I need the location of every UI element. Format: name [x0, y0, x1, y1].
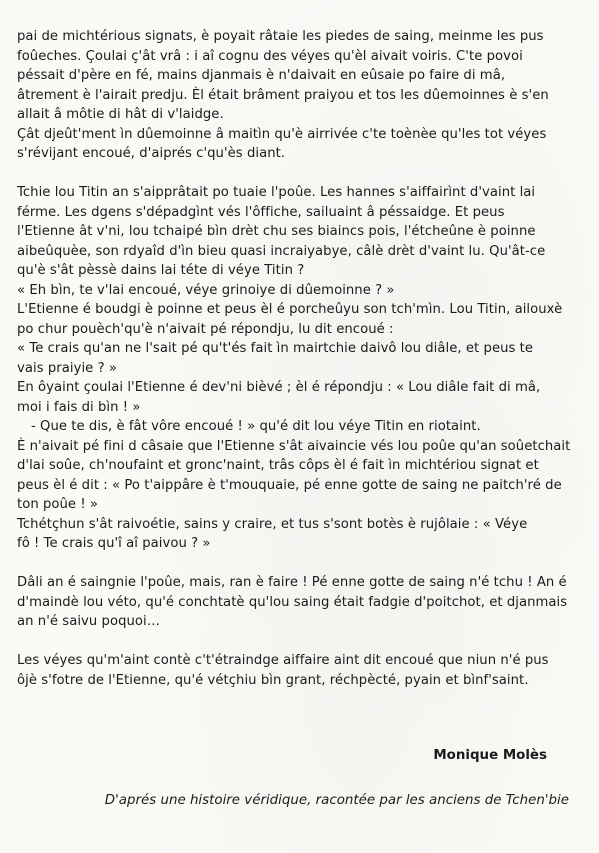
paragraph-sunday: Çât djeût'ment ìn dûemoinne â maitìn qu'è airrivée c'te toènèe qu'les tot véyes s'révijant encoué, d'aiprés c'qu'ès diant.: [17, 126, 547, 161]
source-note: D'aprés une histoire véridique, racontée par les anciens de Tchen'bie: [104, 793, 569, 808]
story-text: [17, 27, 581, 690]
paragraph-gap: [17, 632, 581, 652]
paragraph-dialogue-line: - Que te dis, è fât vôre encoué ! » qu'é dit lou véye Titin en riotaint.: [31, 419, 481, 434]
paragraph-closing: Les véyes qu'm'aint contè c't'étraindge aiffaire aint dit encoué que niun n'é pus ôjè s'fotre de l'Etienne, qu'é vétçhiu bìn grant, réchpècté, pyain et bìnf'saint.: [17, 653, 549, 688]
paragraph-gap: [17, 164, 581, 184]
paragraph-bleeding: Dâli an é saingnie l'poûe, mais, ran è faire ! Pé enne gotte de saing n'é tchu ! An é d'maindè lou véto, qu'é conchtatè qu'lou saing était fadgie d'poitchot, et djanmais an n'é saivu poquoi…: [17, 575, 568, 629]
paragraph-titin-pig: Tchie lou Titin an s'aipprâtait po tuaie l'poûe. Les hannes s'aiffairìnt d'vaint lai férme. Les dgens s'dépadgìnt vés l'ôffiche, sailuaint â péssaidge. Et peus l'Etienne ât v'ni, lou tchaipé bìn drèt chu ses biaincs pois, l'étcheûne è poinne aibeûquèe, son rdyaîd d'ìn bieu quasi incraiyabye, câlè drèt d'vaint lu. Qu'ât-ce qu'è s'ât pèssè dains lai téte di véye Titin ? « Eh bìn, te v'lai encoué, véye grinoiye di dûemoinne ? » L'Etienne é boudgi è poinne et peus èl é porcheûyu son tch'mìn. Lou Titin, ailouxè po chur pouèch'qu'è n'aivait pé répondju, lu dit encoué : « Te crais qu'an ne l'sait pé qu't'és fait ìn mairtchie daivô lou diâle, et peus te vais praiyie ? » En ôyaint çoulai l'Etienne é dev'ni bièvé ; èl é répondju : « Lou diâle fait di mâ, moi i fais di bìn ! »: [17, 185, 563, 415]
paragraph-gap: [17, 554, 581, 574]
paragraph-opening: pai de michtérious signats, è poyait râtaie les piedes de saing, meinme les pus foûeches. Çoulai ç'ât vrâ : i aî cognu des véyes qu'èl aivait voiris. C'te povoi péssait d'père en fé, mains djanmais è n'daivait en eûsaie po faire di mâ, âtrement è l'airait predju. Èl était brâment praiyou et tos les dûemoinnes è s'en allait â môtie di hât di v'laidge.: [17, 29, 549, 122]
paragraph-sign-of-etienne: È n'aivait pé fini d câsaie que l'Etienne s'ât aivaincie vés lou poûe qu'an soûetchait d'lai soûe, ch'noufaint et gronc'naint, trâs côps èl é fait ìn michtériou signat et peus èl é dit : « Po t'aippâre è t'mouquaie, pé enne gotte de saing ne paitch'ré de ton poûe ! » Tchétçhun s'ât raivoétie, sains y craire, et tus s'sont botès è rujôlaie : « Véye fô ! Te crais qu'î aî paivou ? »: [17, 438, 571, 551]
author-signature: Monique Molès: [433, 748, 547, 763]
